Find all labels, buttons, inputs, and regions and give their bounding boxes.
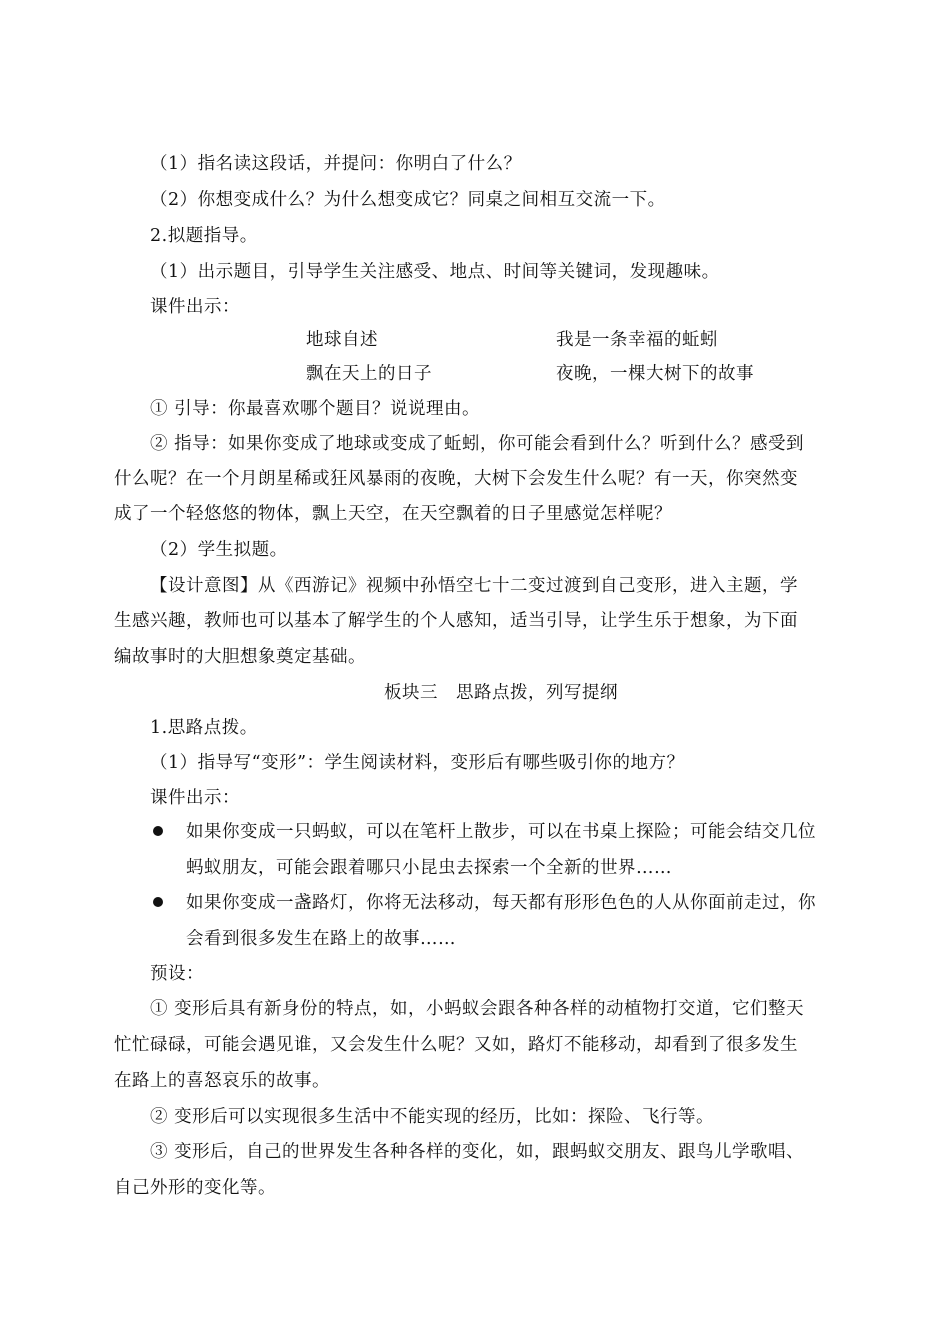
paragraph-line: （1）指名读这段话，并提问：你明白了什么？ (150, 154, 522, 174)
bullet-icon (153, 826, 163, 836)
courseware-label: 课件出示： (150, 297, 240, 317)
paragraph-line: 忙忙碌碌，可能会遇见谁，又会发生什么呢？又如，路灯不能移动，却看到了很多发生 (114, 1035, 798, 1055)
paragraph-line: 在路上的喜怒哀乐的故事。 (114, 1071, 330, 1091)
paragraph-line: 成了一个轻悠悠的物体，飘上天空，在天空飘着的日子里感觉怎样呢？ (114, 504, 672, 524)
paragraph-line: 自己外形的变化等。 (114, 1178, 276, 1198)
title-option: 飘在天上的日子 (306, 364, 432, 384)
paragraph-line: ① 引导：你最喜欢哪个题目？说说理由。 (150, 399, 481, 419)
paragraph-line: （2）你想变成什么？为什么想变成它？同桌之间相互交流一下。 (150, 190, 666, 210)
bullet-item: 如果你变成一盏路灯，你将无法移动，每天都有形形色色的人从你面前走过，你 (186, 893, 816, 913)
paragraph-line: ② 指导：如果你变成了地球或变成了蚯蚓，你可能会看到什么？听到什么？感受到 (150, 434, 805, 454)
paragraph-line: ② 变形后可以实现很多生活中不能实现的经历，比如：探险、飞行等。 (150, 1107, 715, 1127)
subheading: 2.拟题指导。 (150, 226, 258, 246)
courseware-label: 课件出示： (150, 788, 240, 808)
section-heading: 板块三 思路点拨，列写提纲 (384, 683, 618, 703)
title-option: 夜晚，一棵大树下的故事 (556, 364, 754, 384)
paragraph-line: 蚂蚁朋友，可能会跟着哪只小昆虫去探索一个全新的世界…… (186, 858, 672, 878)
paragraph-line: （2）学生拟题。 (150, 540, 288, 560)
subheading: 1.思路点拨。 (150, 718, 258, 738)
title-option: 地球自述 (306, 330, 378, 350)
title-option: 我是一条幸福的蚯蚓 (556, 330, 718, 350)
bullet-item: 如果你变成一只蚂蚁，可以在笔杆上散步，可以在书桌上探险；可能会结交几位 (186, 822, 816, 842)
paragraph-line: 编故事时的大胆想象奠定基础。 (114, 647, 366, 667)
paragraph-line: ③ 变形后，自己的世界发生各种各样的变化，如，跟蚂蚁交朋友、跟鸟儿学歌唱、 (150, 1142, 805, 1162)
paragraph-line: 生感兴趣，教师也可以基本了解学生的个人感知，适当引导，让学生乐于想象，为下面 (114, 611, 798, 631)
paragraph-line: 会看到很多发生在路上的故事…… (186, 929, 456, 949)
paragraph-line: （1）指导写“变形”：学生阅读材料，变形后有哪些吸引你的地方？ (150, 753, 685, 773)
paragraph-line: ① 变形后具有新身份的特点，如，小蚂蚁会跟各种各样的动植物打交道，它们整天 (150, 999, 805, 1019)
paragraph-line: 什么呢？在一个月朗星稀或狂风暴雨的夜晚，大树下会发生什么呢？有一天，你突然变 (114, 469, 798, 489)
paragraph-line: （1）出示题目，引导学生关注感受、地点、时间等关键词，发现趣味。 (150, 262, 720, 282)
design-intent: 【设计意图】从《西游记》视频中孙悟空七十二变过渡到自己变形，进入主题，学 (150, 576, 798, 596)
preset-label: 预设： (150, 964, 204, 984)
bullet-icon (153, 897, 163, 907)
